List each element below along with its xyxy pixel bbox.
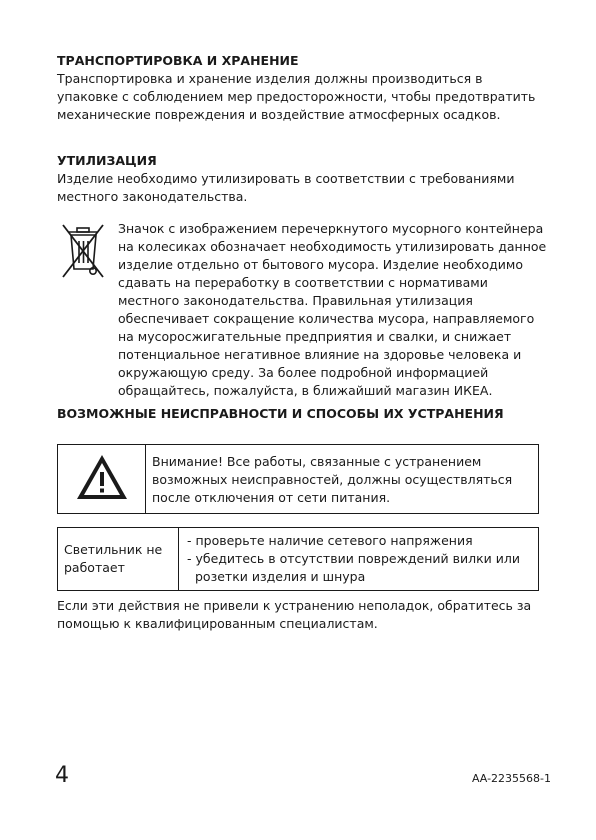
fault-cell: Светильник не работает (58, 528, 179, 591)
disposal-heading: УТИЛИЗАЦИЯ (57, 153, 157, 168)
disposal-icon-text: Значок с изображением перечеркнутого мусорного контейнера на колесиках обозначает необходимость утилизировать данное изделие отдельно от бытового мусора. Изделие необходимо сдавать на переработку в соответствии с нормативами местного законодательства. Правильная утилизация обеспечивает сокращение количества мусора, направляемого на мусоросжигательные предприятия и свалки, и снижает потенциальное негативное влияние на здоровье человека и окружающую среду. За более подробной информацией обращайтесь, пожалуйста, в ближайший магазин ИКЕА. (118, 221, 547, 398)
final-text: Если эти действия не привели к устранению неполадок, обратитесь за помощью к квалифицированным специалистам. (57, 598, 532, 631)
table-row (58, 528, 539, 591)
transport-text: Транспортировка и хранение изделия должны производиться в упаковке с соблюдением мер предосторожности, чтобы предотвратить механические повреждения и воздействие атмосферных осадков. (57, 71, 536, 122)
troubleshooting-heading: ВОЗМОЖНЫЕ НЕИСПРАВНОСТИ И СПОСОБЫ ИХ УСТРАНЕНИЯ (57, 406, 504, 421)
warning-icon-cell (58, 445, 146, 514)
page-number: 4 (55, 763, 69, 788)
disposal-icon-text-block (57, 220, 547, 400)
check-item: - убедитесь в отсутствии повреждений вилки или розетки изделия и шнура (187, 551, 520, 584)
section-transport (57, 52, 547, 124)
final-note (57, 597, 547, 633)
disposal-text: Изделие необходимо утилизировать в соответствии с требованиями местного законодательства. (57, 171, 515, 204)
document-code: AA-2235568-1 (471, 772, 551, 785)
warning-triangle-icon (74, 452, 130, 502)
section-troubleshooting (57, 405, 547, 423)
fault-table (57, 527, 539, 591)
warning-text: Внимание! Все работы, связанные с устранением возможных неисправностей, должны осуществляться после отключения от сети питания. (146, 445, 539, 514)
checks-cell (179, 528, 539, 591)
warning-box (57, 444, 539, 514)
transport-heading: ТРАНСПОРТИРОВКА И ХРАНЕНИЕ (57, 53, 299, 68)
section-disposal (57, 152, 547, 206)
check-item: - проверьте наличие сетевого напряжения (187, 533, 473, 548)
